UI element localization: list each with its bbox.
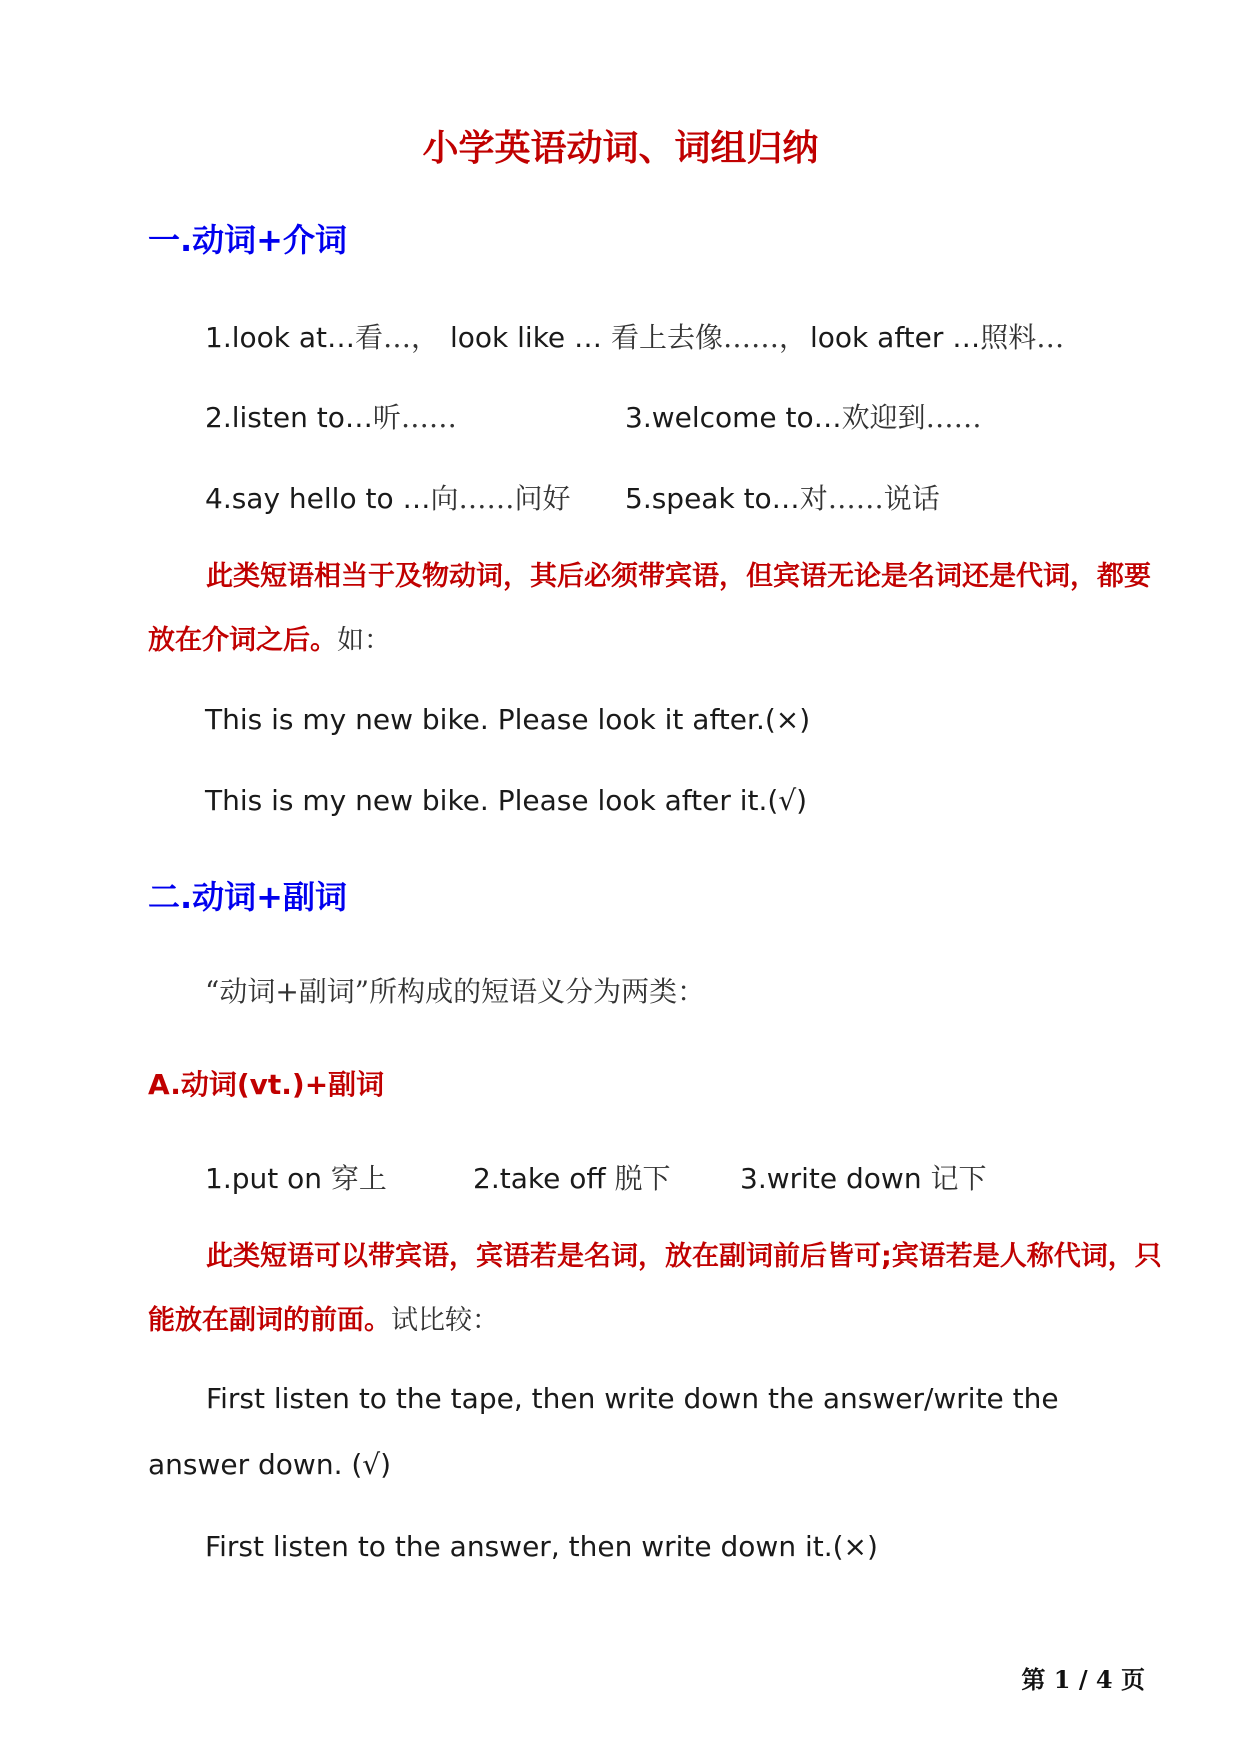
section1-row2-a [205,396,457,436]
phrase-en: 2.take off [473,1162,615,1195]
subA-note [148,1225,1168,1353]
section2-heading: 二.动词+副词 [148,878,347,916]
section1-row3-a [205,477,571,517]
subA-row1-c [740,1157,986,1197]
rule-text: 此类短语可以带宾语，宾语若是名词，放在副词前后皆可;宾语若是人称代词，只能放在副词的前面。 [148,1241,1162,1336]
subA-row1-b [473,1157,671,1197]
phrase-en: 4.say hello to … [205,482,431,515]
section1-row1 [205,316,439,356]
section1-note [148,545,1168,673]
phrase-en: look after … [810,321,981,354]
phrase-zh: 脱下 [614,1162,671,1195]
phrase-en: 3.welcome to… [625,401,842,434]
subA-example1: First listen to the tape, then write down the answer/write the answer down. (√) [148,1382,1059,1481]
section1-example2: This is my new bike. Please look after it.(√) [205,784,808,817]
phrase-en: look like … [450,321,611,354]
section1-row1-c [810,316,1064,356]
page-number: 第 1 / 4 页 [1021,1665,1145,1694]
rule-text: 此类短语相当于及物动词，其后必须带宾语，但宾语无论是名词还是代词，都要放在介词之后。 [148,561,1151,656]
phrase-zh: 向……问好 [430,482,571,515]
phrase-zh: 照料… [980,321,1065,354]
phrase-zh: 穿上 [330,1162,387,1195]
phrase-zh: 欢迎到…… [841,401,982,434]
section1-row1-b [450,316,807,356]
subA-row1-a [205,1157,387,1197]
subA-example2: First listen to the answer, then write down it.(×) [205,1530,878,1563]
phrase-en: 1.put on [205,1162,331,1195]
phrase-zh: 记下 [930,1162,987,1195]
phrase-en: 2.listen to… [205,401,373,434]
rule-tail: 试比较： [391,1305,499,1336]
phrase-en: 1.look at… [205,321,356,354]
section1-row3-b [625,477,940,517]
phrase-en: 3.write down [740,1162,931,1195]
phrase-zh: 看上去像……， [610,321,807,354]
phrase-zh: 对……说话 [799,482,940,515]
phrase-zh: 看…， [355,321,440,354]
section1-row2-b [625,396,982,436]
phrase-zh: 听…… [372,401,457,434]
page-title: 小学英语动词、词组归纳 [422,128,819,169]
section2-intro: “动词+副词”所构成的短语义分为两类： [205,975,706,1008]
subsection-a-heading: A.动词(vt.)+副词 [148,1068,385,1101]
phrase-en: 5.speak to… [625,482,800,515]
rule-tail: 如： [337,625,391,656]
section1-heading: 一.动词+介词 [148,221,347,259]
section1-example1: This is my new bike. Please look it after.(×) [205,703,811,736]
